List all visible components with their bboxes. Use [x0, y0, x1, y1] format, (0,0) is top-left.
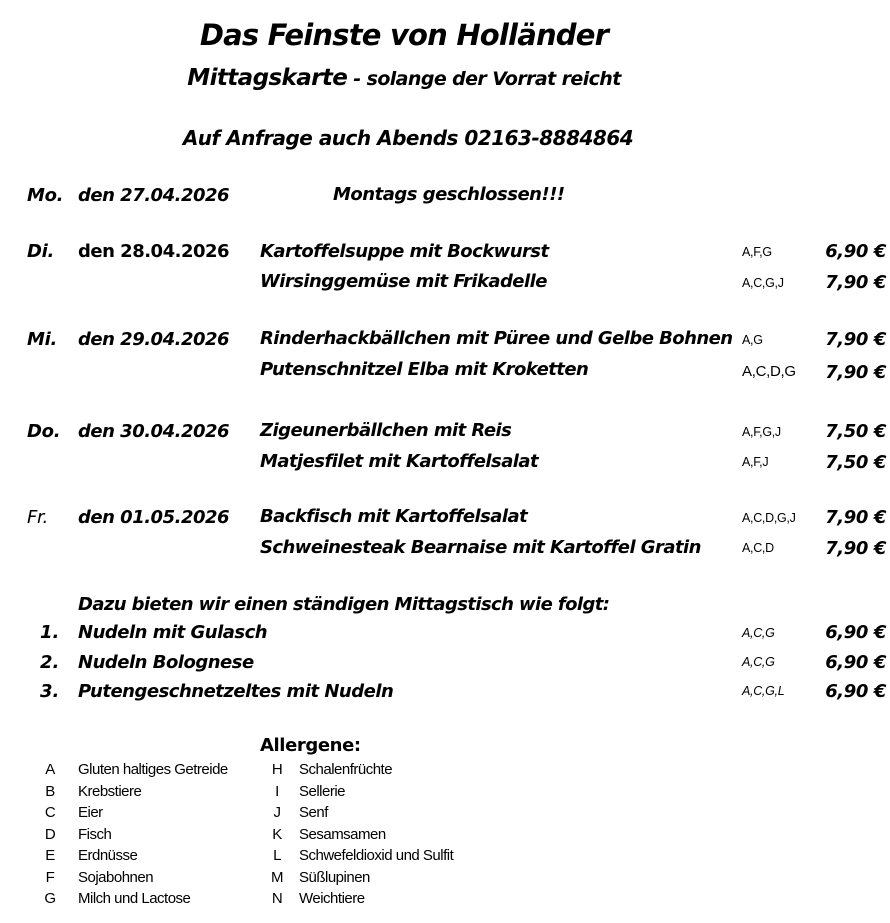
dish-allergens: A,C,G,J — [742, 276, 784, 290]
allergen-code: N — [271, 890, 283, 907]
stable-item-name: Nudeln mit Gulasch — [78, 622, 268, 643]
stable-item-number: 2. — [40, 652, 60, 673]
allergen-name: Schalenfrüchte — [299, 761, 393, 778]
day-label-thursday: Do. — [27, 421, 61, 442]
dish-allergens: A,G — [742, 333, 763, 347]
day-label-friday: Fr. — [27, 507, 48, 528]
stable-item-allergens: A,C,G — [742, 626, 775, 640]
dish-name: Backfisch mit Kartoffelsalat — [260, 506, 528, 527]
allergen-name: Weichtiere — [299, 890, 365, 907]
stable-item-name: Nudeln Bolognese — [78, 652, 254, 673]
dish-price: 7,90 € — [825, 272, 886, 293]
date-monday: den 27.04.2026 — [78, 185, 230, 206]
allergen-code: A — [45, 761, 55, 778]
allergen-name: Eier — [78, 804, 103, 821]
stable-item-price: 6,90 € — [825, 681, 886, 702]
day-label-wednesday: Mi. — [27, 329, 58, 350]
dish-name: Rinderhackbällchen mit Püree und Gelbe Bohnen — [260, 328, 733, 349]
stable-item-allergens: A,C,G,L — [742, 684, 785, 698]
dish-name: Matjesfilet mit Kartoffelsalat — [260, 451, 539, 472]
dish-name: Kartoffelsuppe mit Bockwurst — [260, 241, 549, 262]
allergen-code: H — [271, 761, 283, 778]
dish-allergens: A,F,G,J — [742, 425, 781, 439]
dish-allergens: A,F,G — [742, 245, 772, 259]
dish-name: Putenschnitzel Elba mit Kroketten — [260, 359, 589, 380]
stable-item-number: 3. — [40, 681, 60, 702]
allergen-code: J — [273, 804, 281, 821]
dish-name: Wirsinggemüse mit Frikadelle — [260, 271, 547, 292]
allergen-code: E — [45, 847, 55, 864]
allergens-title: Allergene: — [260, 735, 361, 756]
dish-allergens: A,F,J — [742, 455, 769, 469]
date-wednesday: den 29.04.2026 — [78, 329, 230, 350]
dish-price: 7,90 € — [825, 329, 886, 350]
allergen-name: Fisch — [78, 826, 112, 843]
allergen-code: D — [44, 826, 56, 843]
allergen-name: Süßlupinen — [299, 869, 370, 886]
allergen-name: Sellerie — [299, 783, 346, 800]
stable-item-number: 1. — [40, 622, 60, 643]
menu-subtitle — [0, 65, 808, 91]
allergen-name: Sojabohnen — [78, 869, 154, 886]
day-label-tuesday: Di. — [27, 241, 55, 262]
allergen-code: L — [273, 847, 281, 864]
allergen-code: K — [272, 826, 282, 843]
dish-allergens: A,C,D — [742, 541, 774, 555]
dish-price: 7,50 € — [825, 421, 886, 442]
allergen-name: Schwefeldioxid und Sulfit — [299, 847, 454, 864]
allergen-code: F — [45, 869, 55, 886]
dish-name: Zigeunerbällchen mit Reis — [260, 420, 512, 441]
stable-item-price: 6,90 € — [825, 652, 886, 673]
dish-price: 7,50 € — [825, 452, 886, 473]
allergen-code: M — [271, 869, 283, 886]
dish-allergens: A,C,D,G — [742, 363, 796, 380]
allergen-name: Senf — [299, 804, 328, 821]
day-label-monday: Mo. — [27, 185, 64, 206]
allergen-code: G — [44, 890, 56, 907]
stable-item-price: 6,90 € — [825, 622, 886, 643]
menu-title: Das Feinste von Holländer — [199, 18, 609, 52]
dish-name: Schweinesteak Bearnaise mit Kartoffel Gratin — [260, 537, 701, 558]
subtitle-main: Mittagskarte — [187, 65, 348, 91]
allergen-name: Erdnüsse — [78, 847, 138, 864]
dish-price: 6,90 € — [825, 241, 886, 262]
dish-price: 7,90 € — [825, 507, 886, 528]
dish-allergens: A,C,D,G,J — [742, 511, 796, 525]
stable-menu-heading: Dazu bieten wir einen ständigen Mittagstisch wie folgt: — [78, 594, 610, 615]
dish-price: 7,90 € — [825, 538, 886, 559]
allergen-code: B — [45, 783, 55, 800]
date-tuesday: den 28.04.2026 — [78, 241, 230, 262]
allergen-name: Milch und Lactose — [78, 890, 191, 907]
dish-price: 7,90 € — [825, 362, 886, 383]
stable-item-allergens: A,C,G — [742, 655, 775, 669]
stable-item-name: Putengeschnetzeltes mit Nudeln — [78, 681, 394, 702]
subtitle-note: - solange der Vorrat reicht — [347, 68, 621, 90]
contact-line: Auf Anfrage auch Abends 02163-8884864 — [182, 126, 634, 150]
allergen-code: I — [275, 783, 279, 800]
allergen-name: Gluten haltiges Getreide — [78, 761, 228, 778]
date-friday: den 01.05.2026 — [78, 507, 230, 528]
closed-note: Montags geschlossen!!! — [333, 184, 565, 205]
date-thursday: den 30.04.2026 — [78, 421, 230, 442]
allergen-code: C — [44, 804, 56, 821]
allergen-name: Sesamsamen — [299, 826, 386, 843]
allergen-name: Krebstiere — [78, 783, 142, 800]
